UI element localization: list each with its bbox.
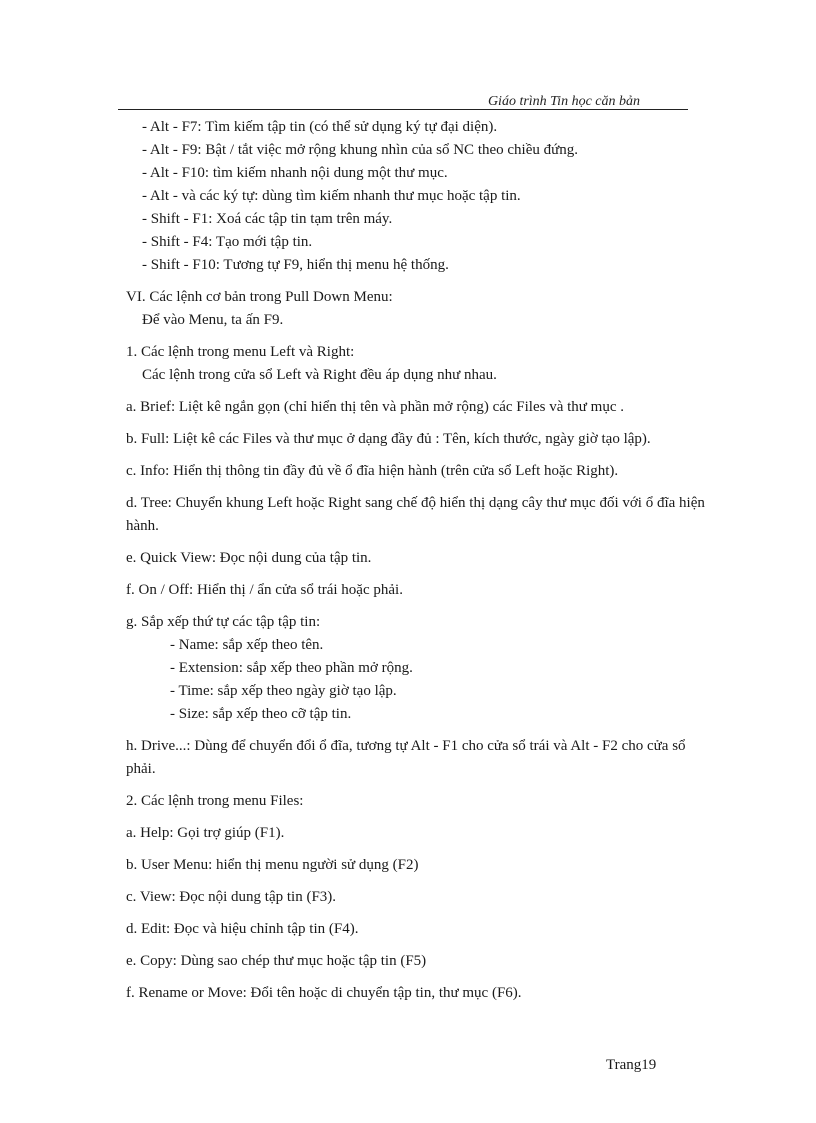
menu-item-description: d. Edit: Đọc và hiệu chỉnh tập tin (F4). [126, 921, 359, 937]
menu-item-description: e. Copy: Dùng sao chép thư mục hoặc tập tin (F5) [126, 953, 427, 969]
menu-item-description: b. Full: Liệt kê các Files và thư mục ở dạng đầy đủ : Tên, kích thước, ngày giờ tạo lập). [126, 431, 651, 447]
menu-item-description: f. On / Off: Hiển thị / ẩn cửa sổ trái hoặc phải. [126, 582, 403, 598]
shortcut-line: - Shift - F4: Tạo mới tập tin. [142, 234, 313, 250]
menu-item-description: d. Tree: Chuyển khung Left hoặc Right sang chế độ hiển thị dạng cây thư mục đối với ổ đĩa hiện hành. [126, 495, 705, 534]
shortcut-line: - Alt - F10: tìm kiếm nhanh nội dung một thư mục. [142, 165, 448, 181]
menu-item-description: c. Info: Hiển thị thông tin đầy đủ về ổ đĩa hiện hành (trên cửa sổ Left hoặc Right). [126, 463, 619, 479]
document-body [126, 116, 706, 1005]
subsection-heading: 1. Các lệnh trong menu Left và Right: [126, 344, 355, 360]
header-title: Giáo trình Tin học căn bản [487, 94, 640, 109]
shortcut-line: - Alt - F7: Tìm kiếm tập tin (có thể sử dụng ký tự đại diện). [142, 119, 498, 135]
menu-item-description: a. Brief: Liệt kê ngắn gọn (chỉ hiển thị tên và phần mở rộng) các Files và thư mục . [126, 399, 625, 415]
page-header [118, 92, 688, 110]
subsection-heading: 2. Các lệnh trong menu Files: [126, 793, 304, 809]
menu-item-description: a. Help: Gọi trợ giúp (F1). [126, 825, 285, 841]
shortcut-line: - Alt - và các ký tự: dùng tìm kiếm nhanh thư mục hoặc tập tin. [142, 188, 521, 204]
header-rule [118, 109, 688, 110]
shortcut-line: - Shift - F10: Tương tự F9, hiển thị menu hệ thống. [142, 257, 449, 273]
menu-item-description: e. Quick View: Đọc nội dung của tập tin. [126, 550, 372, 566]
sort-option: - Size: sắp xếp theo cỡ tập tin. [170, 706, 352, 722]
menu-item-description: c. View: Đọc nội dung tập tin (F3). [126, 889, 337, 905]
sort-option: - Extension: sắp xếp theo phần mở rộng. [170, 660, 413, 676]
page-number: Trang19 [606, 1057, 657, 1073]
paragraph: Các lệnh trong cửa sổ Left và Right đều áp dụng như nhau. [142, 367, 497, 383]
sort-option: - Name: sắp xếp theo tên. [170, 637, 324, 653]
paragraph: Để vào Menu, ta ấn F9. [142, 312, 284, 328]
shortcut-line: - Shift - F1: Xoá các tập tin tạm trên máy. [142, 211, 393, 227]
sort-option: - Time: sắp xếp theo ngày giờ tạo lập. [170, 683, 397, 699]
menu-item-description: h. Drive...: Dùng để chuyển đổi ổ đĩa, tương tự Alt - F1 cho cửa sổ trái và Alt - F2 cho cửa sổ phải. [126, 738, 686, 777]
section-heading: VI. Các lệnh cơ bản trong Pull Down Menu: [126, 289, 393, 305]
shortcut-line: - Alt - F9: Bật / tắt việc mở rộng khung nhìn của sổ NC theo chiều đứng. [142, 142, 579, 158]
menu-item-description: b. User Menu: hiển thị menu người sử dụng (F2) [126, 857, 419, 873]
menu-item-description: g. Sắp xếp thứ tự các tập tập tin: [126, 614, 321, 630]
menu-item-description: f. Rename or Move: Đổi tên hoặc di chuyển tập tin, thư mục (F6). [126, 985, 522, 1001]
